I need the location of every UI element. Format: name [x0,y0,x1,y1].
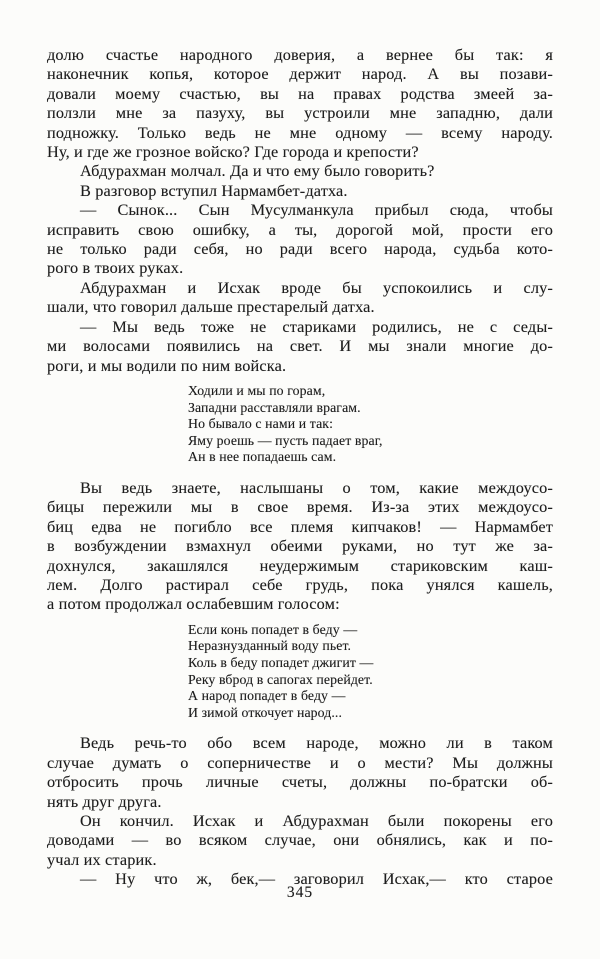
page-number: 345 [286,884,314,901]
verse-block [188,622,553,722]
text-line: Абдурахман и Исхак вроде бы успокоились и слу- [80,277,553,297]
text-line: — Ну что ж, бек,— заговорил Исхак,— кто старое [80,869,553,889]
text-line: биц едва не погибло все племя кипчаков! — Нармамбет [47,516,553,536]
text-line: довали моему счастью, вы на правах родства змеей за- [47,83,553,103]
verse-line: А народ попадет в беду — [188,688,346,704]
verse-line: Ан в нее попадаешь сам. [188,449,337,465]
paragraph [47,811,553,869]
paragraph [47,278,553,317]
text-line: учал их старик. [47,849,157,869]
text-line: Он кончил. Исхак и Абдурахман были покорены его [80,810,553,830]
verse-line: И зимой откочует народ... [188,704,343,720]
text-line: роги, и мы водили по ним войска. [47,355,287,375]
verse-line: Яму роешь — пусть падает враг, [188,432,383,448]
text-line: подножку. Только ведь не мне одному — всему народу. [47,122,553,142]
text-line: а потом продолжал ослабевшим голосом: [47,594,340,614]
verse-line: Коль в беду попадет джигит — [188,654,374,670]
verse-line: Неразнузданный воду пьет. [188,638,352,654]
text-line: ползли мне за пазуху, вы устроили мне западню, дали [47,103,553,123]
verse-line: Ходили и мы по горам, [188,382,326,398]
text-column [47,45,553,889]
text-line: наконечник копья, которое держит народ. А вы позави- [47,64,553,84]
text-line: ми волосами появились на свет. И мы знали многие до- [47,336,553,356]
text-line: доводами — во всяком случае, они обнялись, как и по- [47,830,553,850]
text-line: рого в твоих руках. [47,258,184,278]
verse-line: Реку вброд в сапогах перейдет. [188,671,373,687]
text-line: отбросить прочь личные счеты, должны по-братски об- [47,772,553,792]
text-line: долю счастье народного доверия, а вернее бы так: я [47,45,553,64]
text-line: Ну, и где же грозное войско? Где города и крепости? [47,142,419,162]
verse-block [188,383,553,466]
text-line: случае думать о соперничестве и о мести? Мы должны [47,752,553,772]
text-line: шали, что говорил дальше престарелый датха. [47,297,375,317]
paragraph [47,317,553,375]
paragraph [47,478,553,614]
text-line: нять друг друга. [47,791,162,811]
text-line: Ведь речь-то обо всем народе, можно ли в таком [80,733,553,753]
paragraph [47,733,553,811]
text-line: не только ради себя, но ради всего народа, судьба кото- [47,239,553,259]
verse-line: Если конь попадет в беду — [188,621,358,637]
text-line: Абдурахман молчал. Да и что ему было говорить? [80,161,435,181]
text-line: лем. Долго растирал себе грудь, пока унялся кашель, [47,574,553,594]
text-line: бицы пережили мы в свое время. Из-за этих междоусо- [47,497,553,517]
text-line: В разговор вступил Нармамбет-датха. [80,180,348,200]
text-line: в возбуждении взмахнул обеими руками, но тут же за- [47,536,553,556]
text-line: исправить свою ошибку, а ты, дорогой мой, прости его [47,219,553,239]
verse-line: Но бывало с нами и так: [188,416,334,432]
paragraph [47,200,553,278]
text-line: — Мы ведь тоже не стариками родились, не с седы- [80,316,553,336]
paragraph [47,161,553,180]
text-line: — Сынок... Сын Мусулманкула прибыл сюда, чтобы [80,200,553,220]
text-line: Вы ведь знаете, наслышаны о том, какие междоусо- [80,477,553,497]
paragraph [47,181,553,200]
paragraph [47,45,553,161]
verse-line: Западни расставляли врагам. [188,399,361,415]
text-line: дохнулся, закашлялся неудержимым стариковским каш- [47,555,553,575]
